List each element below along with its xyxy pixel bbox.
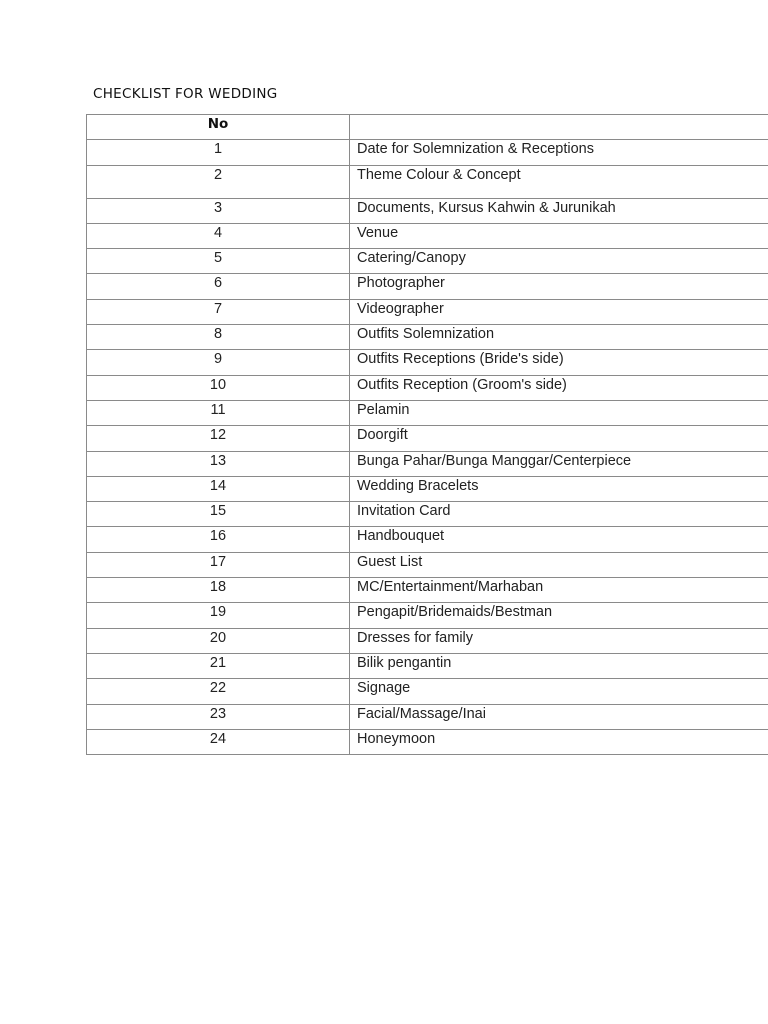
table-row <box>87 653 768 678</box>
table-row <box>87 578 768 603</box>
table-row <box>87 679 768 704</box>
checklist-item: Handbouquet <box>350 527 768 552</box>
checklist-item: Documents, Kursus Kahwin & Jurunikah <box>350 198 768 223</box>
checklist-item: Signage <box>350 679 768 704</box>
page-title: CHECKLIST FOR WEDDING <box>93 86 278 102</box>
table-header-row <box>87 115 768 140</box>
row-number: 14 <box>87 476 350 501</box>
checklist-item: Bilik pengantin <box>350 653 768 678</box>
row-number: 6 <box>87 274 350 299</box>
checklist-table <box>86 114 768 755</box>
row-number: 20 <box>87 628 350 653</box>
checklist-item: Pelamin <box>350 400 768 425</box>
row-number: 19 <box>87 603 350 628</box>
table-row <box>87 249 768 274</box>
table-row <box>87 274 768 299</box>
row-number: 1 <box>87 140 350 165</box>
row-number: 13 <box>87 451 350 476</box>
checklist-item: Wedding Bracelets <box>350 476 768 501</box>
checklist-item: Outfits Receptions (Bride's side) <box>350 350 768 375</box>
checklist-item: Date for Solemnization & Receptions <box>350 140 768 165</box>
table-row <box>87 198 768 223</box>
table-row <box>87 451 768 476</box>
table-row <box>87 325 768 350</box>
table-row <box>87 165 768 198</box>
table-row <box>87 375 768 400</box>
row-number: 18 <box>87 578 350 603</box>
row-number: 7 <box>87 299 350 324</box>
table-row <box>87 299 768 324</box>
row-number: 8 <box>87 325 350 350</box>
row-number: 4 <box>87 223 350 248</box>
row-number: 5 <box>87 249 350 274</box>
checklist-item: Theme Colour & Concept <box>350 165 768 198</box>
checklist-item: Videographer <box>350 299 768 324</box>
row-number: 16 <box>87 527 350 552</box>
checklist-item: Outfits Reception (Groom's side) <box>350 375 768 400</box>
checklist-item: Honeymoon <box>350 729 768 754</box>
checklist-item: Venue <box>350 223 768 248</box>
row-number: 2 <box>87 165 350 198</box>
row-number: 15 <box>87 502 350 527</box>
checklist-item: Invitation Card <box>350 502 768 527</box>
table-row <box>87 502 768 527</box>
checklist-item: Bunga Pahar/Bunga Manggar/Centerpiece <box>350 451 768 476</box>
row-number: 22 <box>87 679 350 704</box>
checklist-item: Photographer <box>350 274 768 299</box>
checklist-item: Outfits Solemnization <box>350 325 768 350</box>
row-number: 23 <box>87 704 350 729</box>
row-number: 11 <box>87 400 350 425</box>
row-number: 17 <box>87 552 350 577</box>
checklist-item: Pengapit/Bridemaids/Bestman <box>350 603 768 628</box>
table-row <box>87 628 768 653</box>
row-number: 3 <box>87 198 350 223</box>
row-number: 24 <box>87 729 350 754</box>
table-row <box>87 527 768 552</box>
table-row <box>87 729 768 754</box>
table-row <box>87 350 768 375</box>
column-header-no: No <box>87 115 350 140</box>
row-number: 12 <box>87 426 350 451</box>
column-header-item <box>350 115 768 140</box>
checklist-item: MC/Entertainment/Marhaban <box>350 578 768 603</box>
row-number: 10 <box>87 375 350 400</box>
checklist-item: Catering/Canopy <box>350 249 768 274</box>
table-row <box>87 140 768 165</box>
checklist-item: Guest List <box>350 552 768 577</box>
table-row <box>87 426 768 451</box>
table-row <box>87 476 768 501</box>
table-row <box>87 603 768 628</box>
row-number: 21 <box>87 653 350 678</box>
table-row <box>87 704 768 729</box>
table-row <box>87 400 768 425</box>
checklist-item: Facial/Massage/Inai <box>350 704 768 729</box>
table-row <box>87 552 768 577</box>
checklist-item: Dresses for family <box>350 628 768 653</box>
table-row <box>87 223 768 248</box>
row-number: 9 <box>87 350 350 375</box>
checklist-item: Doorgift <box>350 426 768 451</box>
